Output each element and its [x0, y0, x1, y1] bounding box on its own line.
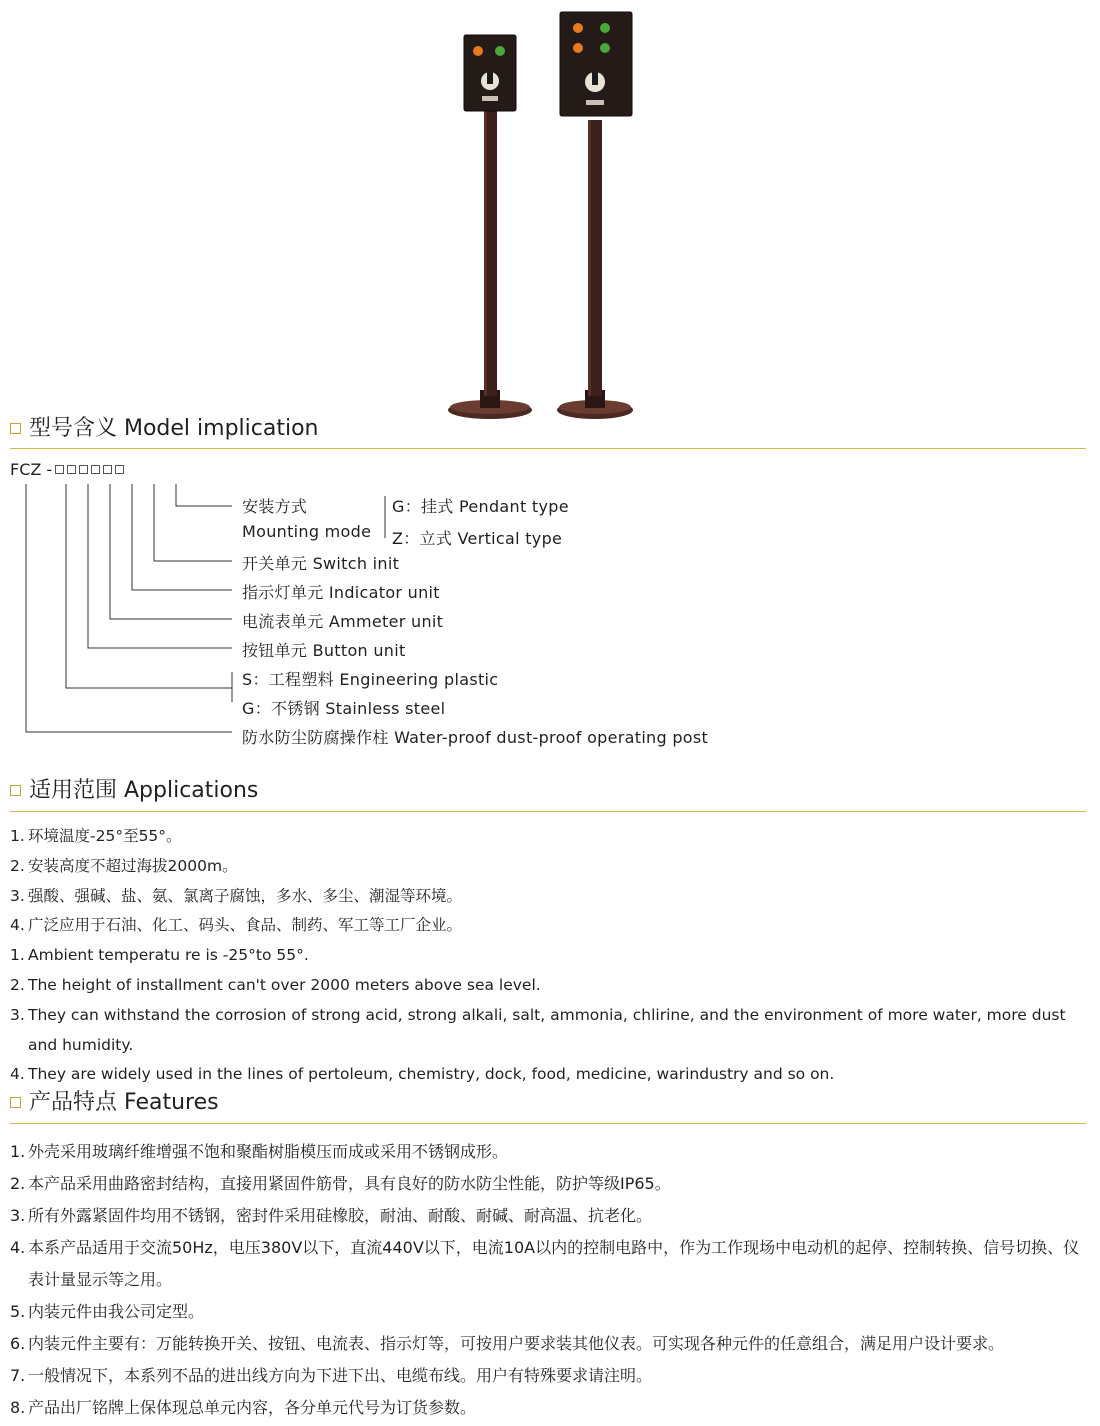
section-divider	[10, 1123, 1086, 1124]
list-item: 3. 所有外露紧固件均用不锈钢，密封件采用硅橡胶，耐油、耐酸、耐碱、耐高温、抗老化。	[10, 1206, 653, 1225]
list-item: 8. 产品出厂铭牌上保体现总单元内容，各分单元代号为订货参数。	[10, 1398, 477, 1417]
indicator-unit: 指示灯单元 Indicator unit	[242, 583, 440, 602]
operating-post-label: 防水防尘防腐操作柱 Water-proof dust-proof operating post	[242, 728, 709, 747]
code-placeholder-box	[55, 465, 64, 474]
button-unit: 按钮单元 Button unit	[242, 641, 406, 660]
product-photo	[440, 8, 650, 426]
vertical-type: Z：立式 Vertical type	[392, 529, 563, 548]
square-bullet-icon	[10, 1097, 21, 1108]
square-bullet-icon	[10, 785, 21, 796]
code-placeholder-box	[67, 465, 76, 474]
mounting-label-cn: 安装方式	[242, 497, 308, 516]
operating-post-small	[448, 35, 532, 419]
list-item: 7. 一般情况下，本系列不品的进出线方向为下进下出、电缆布线。用户有特殊要求请注明。	[10, 1366, 653, 1385]
operating-post-large	[557, 12, 633, 419]
section-title-applications: 适用范围 Applications	[10, 778, 258, 804]
list-item: 3. 强酸、强碱、盐、氨、氯离子腐蚀，多水、多尘、潮湿等环境。	[10, 886, 463, 905]
ammeter-unit: 电流表单元 Ammeter unit	[242, 612, 444, 631]
section-title-features: 产品特点 Features	[10, 1090, 219, 1116]
code-placeholder-box	[115, 465, 124, 474]
list-item: 4. 本系产品适用于交流50Hz，电压380V以下，直流440V以下，电流10A以内的控制电路中，作为工作现场中电动机的起停、控制转换、信号切换、仪表计量显示等之用。	[10, 1238, 1080, 1289]
list-item: 1. Ambient temperatu re is -25°to 55°.	[10, 946, 309, 965]
list-item: 2. 本产品采用曲路密封结构，直接用紧固件筋骨，具有良好的防水防尘性能，防护等级IP65。	[10, 1174, 671, 1193]
features-list	[10, 1136, 1092, 1424]
pendant-type: G：挂式 Pendant type	[392, 497, 569, 516]
section-divider	[10, 448, 1086, 449]
list-item: 2. 安装高度不超过海拔2000m。	[10, 856, 238, 875]
model-code-prefix: FCZ -	[10, 460, 53, 479]
applications-list	[10, 822, 1092, 1090]
code-placeholder-box	[103, 465, 112, 474]
mounting-label-en: Mounting mode	[242, 522, 372, 541]
list-item: 6. 内装元件主要有：万能转换开关、按钮、电流表、指示灯等，可按用户要求装其他仪表。可实现各种元件的任意组合，满足用户设计要求。	[10, 1334, 1005, 1353]
material-steel: G：不锈钢 Stainless steel	[242, 699, 446, 718]
code-placeholder-box	[91, 465, 100, 474]
list-item: 4. They are widely used in the lines of pertoleum, chemistry, dock, food, medicine, warindustry and so on.	[10, 1065, 835, 1084]
section-title-model: 型号含义 Model implication	[10, 416, 319, 442]
square-bullet-icon	[10, 423, 21, 434]
list-item: 5. 内装元件由我公司定型。	[10, 1302, 205, 1321]
section-divider	[10, 811, 1086, 812]
list-item: 1. 环境温度-25°至55°。	[10, 827, 182, 845]
list-item: 4. 广泛应用于石油、化工、码头、食品、制药、军工等工厂企业。	[10, 916, 463, 935]
switch-unit: 开关单元 Switch init	[242, 554, 400, 573]
list-item: 1. 外壳采用玻璃纤维增强不饱和聚酯树脂模压而成或采用不锈钢成形。	[10, 1142, 509, 1161]
list-item: 2. The height of installment can't over 2000 meters above sea level.	[10, 975, 541, 994]
code-placeholder-box	[79, 465, 88, 474]
list-item: 3. They can withstand the corrosion of strong acid, strong alkali, salt, ammonia, chlirine, and the environment of more water, more dust and humidity.	[10, 1005, 1066, 1054]
material-plastic: S：工程塑料 Engineering plastic	[242, 670, 499, 689]
